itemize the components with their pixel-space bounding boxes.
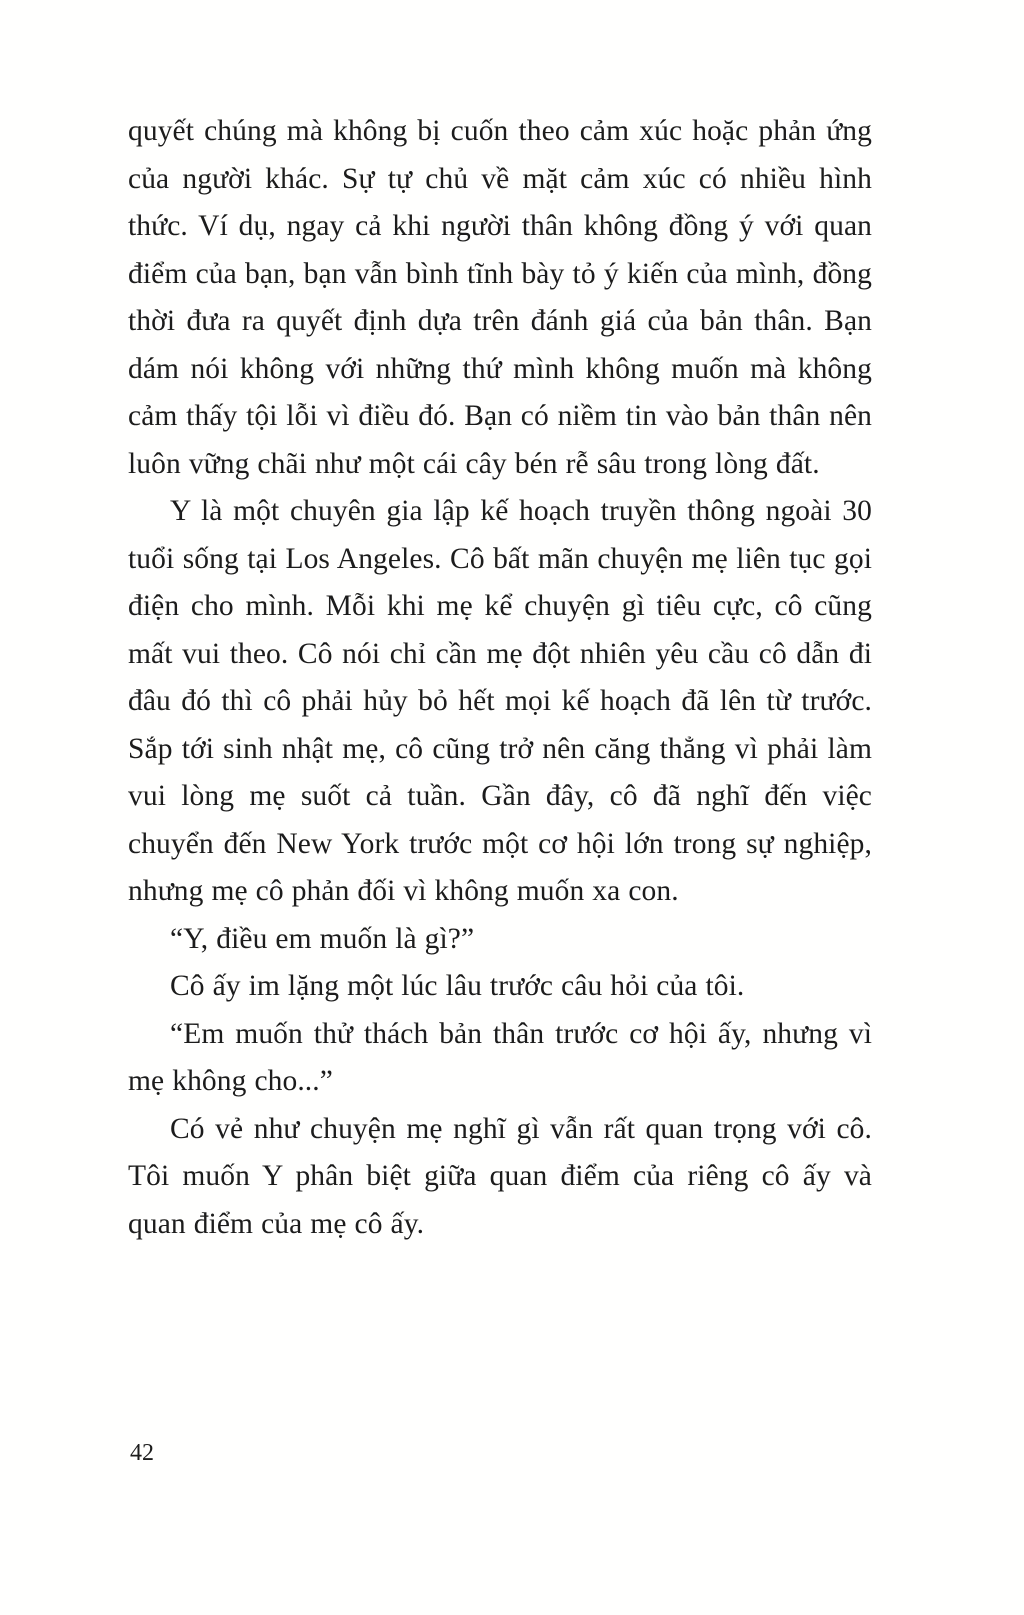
paragraph-question: “Y, điều em muốn là gì?” xyxy=(170,922,475,955)
paragraph-answer: “Em muốn thử thách bản thân trước cơ hội ấy, nhưng vì mẹ không cho...” xyxy=(128,1017,872,1097)
paragraph-case-y: Y là một chuyên gia lập kế hoạch truyền thông ngoài 30 tuổi sống tại Los Angeles. Cô bất mãn chuyện mẹ liên tục gọi điện cho mình. Mỗi khi mẹ kể chuyện gì tiêu cực, cô cũng mất vui theo. Cô nói chỉ cần mẹ đột nhiên yêu cầu cô dẫn đi đâu đó thì cô phải hủy bỏ hết mọi kế hoạch đã lên từ trước. Sắp tới sinh nhật mẹ, cô cũng trở nên căng thẳng vì phải làm vui lòng mẹ suốt cả tuần. Gần đây, cô đã nghĩ đến việc chuyển đến New York trước một cơ hội lớn trong sự nghiệp, nhưng mẹ cô phản đối vì không muốn xa con. xyxy=(128,495,872,907)
page-text-column xyxy=(128,108,872,1248)
page-number: 42 xyxy=(130,1440,154,1466)
paragraph-silence: Cô ấy im lặng một lúc lâu trước câu hỏi của tôi. xyxy=(170,970,745,1002)
paragraph-reflection: Có vẻ như chuyện mẹ nghĩ gì vẫn rất quan trọng với cô. Tôi muốn Y phân biệt giữa quan điểm của riêng cô ấy và quan điểm của mẹ cô ấy. xyxy=(128,1112,872,1240)
paragraph-continued: quyết chúng mà không bị cuốn theo cảm xúc hoặc phản ứng của người khác. Sự tự chủ về mặt cảm xúc có nhiều hình thức. Ví dụ, ngay cả khi người thân không đồng ý với quan điểm của bạn, bạn vẫn bình tĩnh bày tỏ ý kiến của mình, đồng thời đưa ra quyết định dựa trên đánh giá của bản thân. Bạn dám nói không với những thứ mình không muốn mà không cảm thấy tội lỗi vì điều đó. Bạn có niềm tin vào bản thân nên luôn vững chãi như một cái cây bén rễ sâu trong lòng đất. xyxy=(128,115,872,480)
